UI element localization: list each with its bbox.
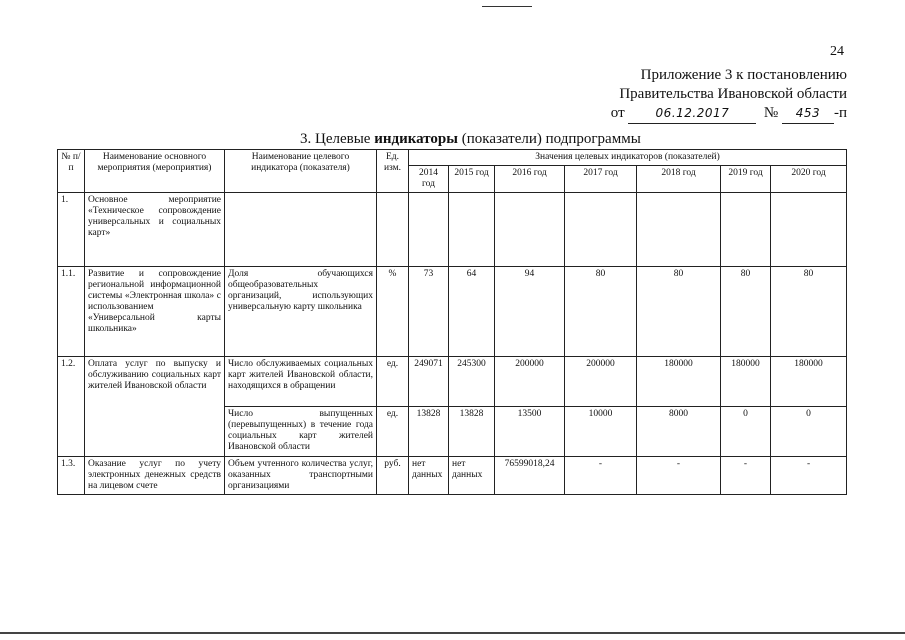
value-cell: 0: [721, 407, 771, 457]
value-cell: 80: [721, 267, 771, 357]
year-header: 2020 год: [771, 166, 847, 193]
appendix-line-1: Приложение 3 к постановлению: [640, 67, 847, 83]
event-cell: Оплата услуг по выпуску и обслуживанию социальных карт жителей Ивановской области: [85, 357, 225, 457]
number-prefix: №: [763, 105, 779, 121]
col-num-header: № п/п: [58, 150, 85, 193]
value-cell: 13828: [409, 407, 449, 457]
indicator-cell: Число обслуживаемых социальных карт жителей Ивановской области, находящихся в обращении: [225, 357, 377, 407]
value-cell: 200000: [495, 357, 565, 407]
unit-cell: руб.: [377, 457, 409, 495]
indicator-cell: Число выпущенных (перевыпущенных) в течение года социальных карт жителей Ивановской области: [225, 407, 377, 457]
value-cell: 180000: [637, 357, 721, 407]
col-unit-header: Ед. изм.: [377, 150, 409, 193]
table-row: [58, 357, 847, 407]
appendix-line-2: Правительства Ивановской области: [619, 86, 847, 102]
value-cell: -: [565, 457, 637, 495]
value-cell: 200000: [565, 357, 637, 407]
section-title: [300, 131, 641, 148]
value-cell: нет данных: [449, 457, 495, 495]
value-cell: 80: [565, 267, 637, 357]
value-cell: 80: [637, 267, 721, 357]
value-cell: -: [721, 457, 771, 495]
header-row-1: [58, 150, 847, 166]
unit-cell: ед.: [377, 407, 409, 457]
values-group-header: Значения целевых индикаторов (показателей): [409, 150, 847, 166]
page-number: 24: [830, 44, 844, 59]
value-cell: -: [771, 457, 847, 495]
row-num: 1.3.: [58, 457, 85, 495]
table-row: [58, 457, 847, 495]
indicator-cell: Объем учтенного количества услуг, оказанных транспортными организациями: [225, 457, 377, 495]
row-num: 1.1.: [58, 267, 85, 357]
row-num: 1.2.: [58, 357, 85, 457]
value-cell: 8000: [637, 407, 721, 457]
number-suffix: -п: [833, 105, 847, 121]
year-header: 2014 год: [409, 166, 449, 193]
col-event-header: Наименование основного мероприятия (мероприятия): [85, 150, 225, 193]
event-cell: Развитие и сопровождение региональной информационной системы «Электронная школа» с использованием «Универсальной карты школьника»: [85, 267, 225, 357]
row-num: 1.: [58, 193, 85, 267]
indicators-table: [57, 149, 847, 495]
bottom-rule: [0, 632, 905, 634]
value-cell: 13828: [449, 407, 495, 457]
col-indicator-header: Наименование целевого индикатора (показателя): [225, 150, 377, 193]
title-prefix: 3. Целевые: [300, 131, 375, 147]
unit-cell: ед.: [377, 357, 409, 407]
date-prefix: от: [610, 105, 625, 121]
indicator-cell: Доля обучающихся общеобразовательных организаций, использующих универсальную карту школьника: [225, 267, 377, 357]
event-cell: Основное мероприятие «Техническое сопровождение универсальных и социальных карт»: [85, 193, 225, 267]
table-row: [58, 267, 847, 357]
title-suffix: (показатели) подпрограммы: [457, 131, 641, 147]
event-cell: Оказание услуг по учету электронных денежных средств на лицевом счете: [85, 457, 225, 495]
year-header: 2017 год: [565, 166, 637, 193]
title-bold: индикаторы: [374, 131, 458, 147]
year-header: 2019 год: [721, 166, 771, 193]
appendix-header: [611, 66, 847, 124]
number-value: 453: [782, 104, 834, 124]
top-rule: [482, 6, 532, 7]
value-cell: нет данных: [409, 457, 449, 495]
value-cell: 180000: [721, 357, 771, 407]
date-value: 06.12.2017: [628, 104, 756, 124]
value-cell: 180000: [771, 357, 847, 407]
table-row: [58, 193, 847, 267]
value-cell: 94: [495, 267, 565, 357]
unit-cell: %: [377, 267, 409, 357]
value-cell: 0: [771, 407, 847, 457]
appendix-date-line: [611, 104, 847, 124]
value-cell: 76599018,24: [495, 457, 565, 495]
year-header: 2015 год: [449, 166, 495, 193]
value-cell: 249071: [409, 357, 449, 407]
value-cell: 10000: [565, 407, 637, 457]
value-cell: 73: [409, 267, 449, 357]
value-cell: 64: [449, 267, 495, 357]
value-cell: -: [637, 457, 721, 495]
value-cell: 245300: [449, 357, 495, 407]
value-cell: 80: [771, 267, 847, 357]
value-cell: 13500: [495, 407, 565, 457]
year-header: 2018 год: [637, 166, 721, 193]
year-header: 2016 год: [495, 166, 565, 193]
